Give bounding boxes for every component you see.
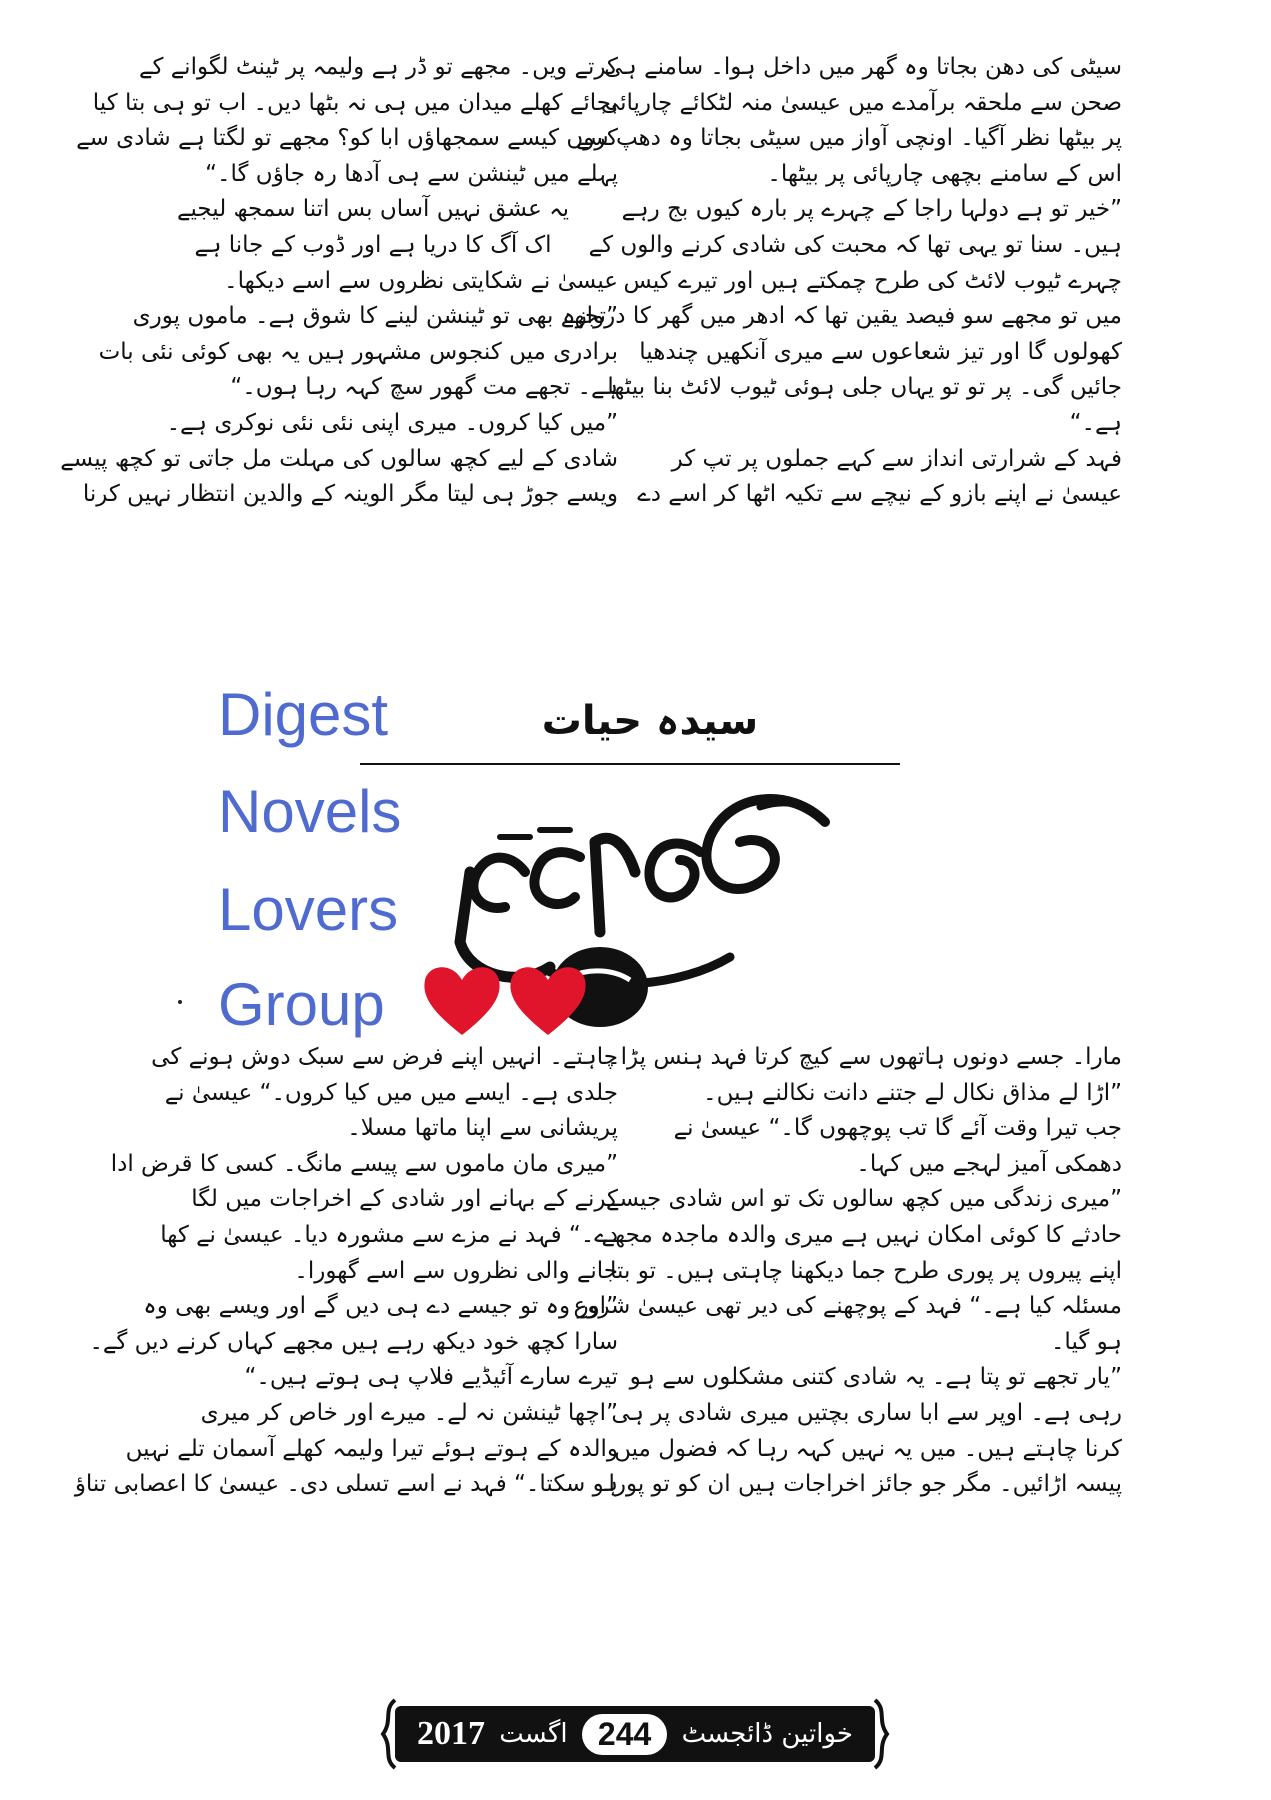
text-line: میں تو مجھے سو فیصد یقین تھا کہ ادھر میں گھر کا دروازہ <box>562 303 1122 330</box>
text-line: ”یار تجھے تو پتا ہے۔ یہ شادی کتنی مشکلوں سے ہو <box>629 1364 1122 1391</box>
watermark-line: Digest <box>218 681 389 748</box>
text-line: عیسیٰ نے شکایتی نظروں سے اسے دیکھا۔ <box>224 267 618 294</box>
column-bottom-right <box>573 1040 1122 1503</box>
watermark-line: Group <box>218 971 385 1038</box>
text-line: چاہتے۔ انہیں اپنے فرض سے سبک دوش ہونے کی <box>151 1044 618 1070</box>
text-line: چہرے ٹیوب لائٹ کی طرح چمکتے ہیں اور تیرے کیس <box>623 267 1122 294</box>
text-line: جلدی ہے۔ ایسے میں میں کیا کروں۔“ عیسیٰ نے <box>164 1079 618 1106</box>
text-line: ”اڑا لے مذاق نکال لے جتنے دانت نکالنے ہیں۔ <box>703 1079 1122 1106</box>
text-line: ”خیر تو ہے دولہا راجا کے چہرے پر بارہ کیوں بج رہے <box>621 196 1122 223</box>
text-line: ”میں کیا کروں۔ میری اپنی نئی نئی نوکری ہے۔ <box>166 409 618 436</box>
text-line: ”میری مان ماموں سے پیسے مانگ۔ کسی کا قرض ادا <box>110 1150 618 1177</box>
text-line: مسئلہ کیا ہے۔“ فہد کے پوچھنے کی دیر تھی عیسیٰ شروع <box>573 1293 1122 1320</box>
text-line: پہلے میں ٹینشن سے ہی آدھا رہ جاؤں گا۔“ <box>205 160 618 187</box>
text-line: فہد کے شرارتی انداز سے کہے جملوں پر تپ کر <box>671 445 1122 472</box>
text-line: حادثے کا کوئی امکان نہیں ہے میری والدہ ماجدہ مجھے <box>601 1221 1122 1248</box>
text-line: اپنے پیروں پر پوری طرح جما دیکھنا چاہتی ہیں۔ تو بتا <box>610 1257 1122 1284</box>
text-line: ہے۔“ <box>1069 409 1122 436</box>
text-line: جائیں گی۔ پر تو تو یہاں جلی ہوئی ٹیوب لائٹ بنا بیٹھا <box>607 374 1122 401</box>
text-line: ہیں۔ سنا تو یہی تھا کہ محبت کی شادی کرنے والوں کے <box>588 231 1122 258</box>
page-number: 244 <box>582 1714 667 1755</box>
text-line: دے۔“ فہد نے مزے سے مشورہ دیا۔ عیسیٰ نے کھا <box>160 1221 618 1248</box>
column-top-right <box>562 50 1122 513</box>
magazine-name: خواتین ڈائجسٹ <box>681 1719 853 1749</box>
text-line: بجائے کھلے میدان میں ہی نہ بٹھا دیں۔ اب تو ہی بتا کیا <box>92 89 618 116</box>
text-line: رہی ہے۔ اوپر سے ابا ساری بچتیں میری شادی پر ہی <box>611 1399 1122 1426</box>
text-line: جب تیرا وقت آئے گا تب پوچھوں گا۔“ عیسیٰ نے <box>673 1115 1122 1142</box>
text-line: ہے۔ تجھے مت گھور سچ کہہ رہا ہوں۔“ <box>230 374 618 401</box>
text-line: ہو سکتا۔“ فہد نے اسے تسلی دی۔ عیسیٰ کا اعصابی تناؤ <box>74 1471 618 1498</box>
text-line: والدہ کے ہوتے ہوئے تیرا ولیمہ کھلے آسمان تلے نہیں <box>125 1435 618 1462</box>
text-line: تیرے سارے آئیڈیے فلاپ ہی ہوتے ہیں۔“ <box>244 1364 618 1391</box>
text-line: اس کے سامنے بچھی چارپائی پر بیٹھا۔ <box>767 160 1122 187</box>
text-line: کرنا چاہتے ہیں۔ میں یہ نہیں کہہ رہا کہ فضول میں <box>614 1435 1122 1462</box>
author-name: سیدہ حیات <box>541 698 759 744</box>
column-bottom-left <box>74 1040 618 1503</box>
text-line: کھولوں گا اور تیز شعاعوں سے میری آنکھیں چندھیا <box>639 338 1122 365</box>
text-line: ”میری زندگی میں کچھ سالوں تک تو اس شادی جیسے <box>606 1186 1122 1213</box>
hearts-decoration <box>420 960 590 1040</box>
footer-ornament-left <box>381 1700 395 1768</box>
text-line: ”تجھے بھی تو ٹینشن لینے کا شوق ہے۔ ماموں پوری <box>132 303 618 330</box>
text-line: ویسے جوڑ ہی لیتا مگر الوینہ کے والدین انتظار نہیں کرنا <box>82 481 618 508</box>
text-line: جانے والی نظروں سے اسے گھورا۔ <box>294 1257 618 1284</box>
heart-icon <box>424 967 499 1035</box>
page-footer <box>395 1706 875 1762</box>
text-line: سیٹی کی دھن بجاتا وہ گھر میں داخل ہوا۔ سامنے ہی <box>604 54 1122 80</box>
text-line: ہو گیا۔ <box>1050 1328 1122 1355</box>
text-line: صحن سے ملحقہ برآمدے میں عیسیٰ منہ لٹکائے چارپائی <box>600 89 1122 116</box>
watermark-line: Novels <box>218 778 402 845</box>
footer-year: 2017 <box>417 1715 485 1752</box>
text-line: عیسیٰ نے اپنے بازو کے نیچے سے تکیہ اٹھا کر اسے دے <box>637 481 1122 508</box>
text-line: پیسہ اڑائیں۔ مگر جو جائز اخراجات ہیں ان کو تو پورا <box>608 1471 1122 1498</box>
poetry-line: یہ عشق نہیں آساں بس اتنا سمجھ لیجیے <box>177 196 569 223</box>
text-line: شادی کے لیے کچھ سالوں کی مہلت مل جاتی تو کچھ پیسے <box>60 445 618 472</box>
text-line: دھمکی آمیز لہجے میں کہا۔ <box>856 1150 1122 1177</box>
speck <box>178 1000 182 1004</box>
text-line: پریشانی سے اپنا ماتھا مسلا۔ <box>347 1115 618 1142</box>
watermark-line: Lovers <box>218 876 399 943</box>
text-line: مارا۔ جسے دونوں ہاتھوں سے کیچ کرتا فہد ہنس پڑا۔ <box>607 1044 1122 1070</box>
footer-month: اگست <box>499 1719 568 1749</box>
text-line: پر بیٹھا نظر آگیا۔ اونچی آواز میں سیٹی بجاتا وہ دھپ سے <box>575 125 1122 152</box>
heart-icon <box>510 967 585 1035</box>
column-top-left <box>60 50 618 513</box>
footer-ornament-right <box>875 1700 889 1768</box>
text-line: کرتے ویں۔ مجھے تو ڈر ہے ولیمہ پر ٹینٹ لگوانے کے <box>138 54 618 80</box>
poetry-line: اک آگ کا دریا ہے اور ڈوب کے جانا ہے <box>194 231 552 258</box>
text-line: کرنے کے بہانے اور شادی کے اخراجات میں لگا <box>191 1186 618 1213</box>
text-line: سارا کچھ خود دیکھ رہے ہیں مجھے کہاں کرنے دیں گے۔ <box>89 1328 618 1355</box>
text-line: ”اچھا ٹینشن نہ لے۔ میرے اور خاص کر میری <box>200 1399 618 1426</box>
text-line: برادری میں کنجوس مشہور ہیں یہ بھی کوئی نئی بات <box>98 338 618 365</box>
text-line: ”اور وہ تو جیسے دے ہی دیں گے اور ویسے بھی وہ <box>143 1293 618 1320</box>
text-line: کروں کیسے سمجھاؤں ابا کو؟ مجھے تو لگتا ہے شادی سے <box>76 125 618 152</box>
divider-line <box>360 763 900 765</box>
